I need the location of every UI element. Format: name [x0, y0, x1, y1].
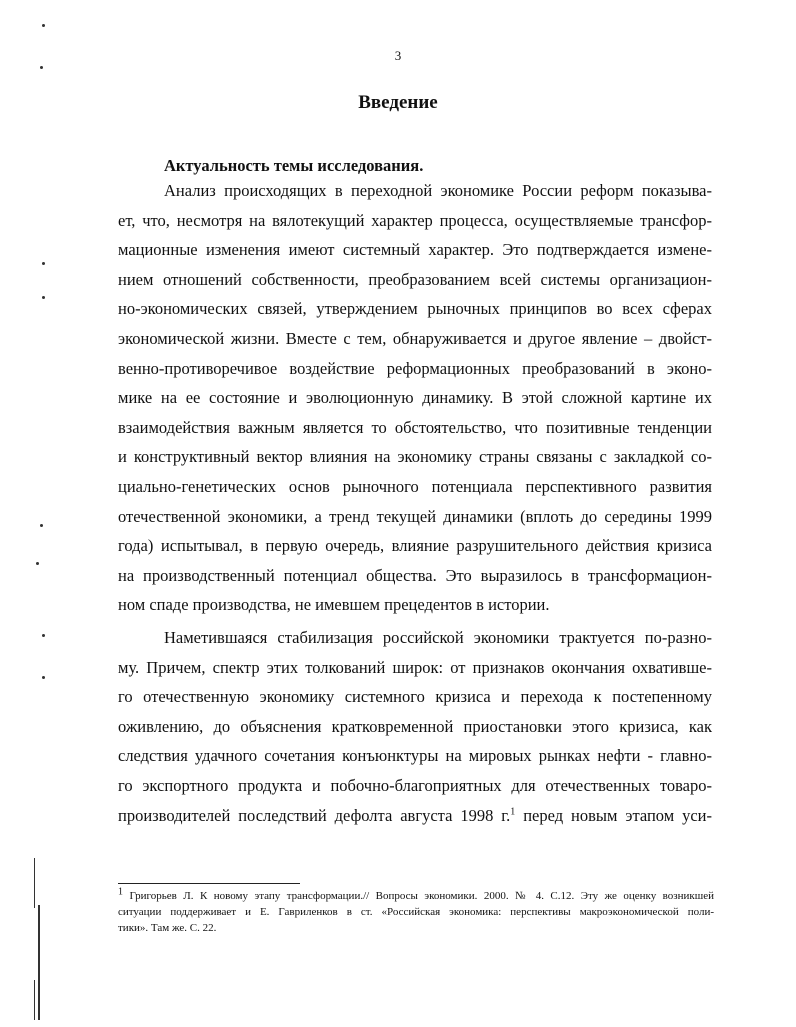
text-line: венно-противоречивое воздействие реформационных преобразований в эконо- [118, 358, 712, 378]
text-line: циально-генетических основ рыночного потенциала перспективного развития [118, 476, 712, 496]
paragraph-1 [118, 176, 712, 620]
scan-edge-line [34, 858, 35, 908]
scan-speck [42, 634, 45, 637]
text-line: года) испытывал, в первую очередь, влияние разрушительного действия кризиса [118, 536, 712, 556]
scan-speck [40, 524, 43, 527]
text-line: следствия удачного сочетания конъюнктуры на мировых рынках нефти - главно- [118, 746, 712, 766]
scan-speck [40, 66, 43, 69]
text-fragment: перед новым этапом уси- [515, 805, 712, 825]
text-fragment: производителей последствий дефолта августа 1998 г. [118, 805, 511, 825]
text-line: му. Причем, спектр этих толкований широк: от признаков окончания охвативше- [118, 657, 712, 677]
scan-margin-marks [30, 0, 50, 1027]
text-line: нием отношений собственности, преобразованием всей системы организацион- [118, 269, 712, 289]
scan-speck [42, 24, 45, 27]
footnote [118, 888, 714, 936]
footnote-divider [118, 883, 300, 884]
footnote-marker: 1 [118, 886, 123, 898]
text-line: го экспортного продукта и побочно-благоприятных для отечественных товаро- [118, 775, 712, 795]
text-line: го отечественную экономику системного кризиса и перехода к постепенному [118, 687, 712, 707]
scan-speck [42, 262, 45, 265]
text-line: Наметившаяся стабилизация российской экономики трактуется по-разно- [164, 628, 712, 647]
footnote-line [118, 888, 714, 904]
text-line: ет, что, несмотря на вялотекущий характер процесса, осуществляемые трансфор- [118, 210, 712, 230]
section-heading: Актуальность темы исследования. [164, 156, 424, 175]
scan-edge-line [34, 980, 35, 1020]
scan-speck [36, 562, 39, 565]
page-number: 3 [394, 48, 402, 63]
text-line: взаимодействия важным является то обстоятельство, что позитивные тенденции [118, 417, 712, 437]
footnote-reference[interactable]: 1 [510, 806, 516, 818]
text-line-with-footnote-ref [118, 801, 712, 831]
scan-edge-line [38, 905, 40, 1020]
text-line: на производственный потенциал общества. Это выразилось в трансформацион- [118, 565, 712, 585]
text-line: мике на ее состояние и эволюционную динамику. В этой сложной картине их [118, 388, 712, 408]
scan-speck [42, 296, 45, 299]
paragraph-2 [118, 623, 712, 830]
footnote-line: ситуации поддерживает и Е. Гавриленков в ст. «Российская экономика: перспективы макроэкономической поли- [118, 906, 714, 918]
page-title: Введение [358, 92, 438, 113]
footnote-text: Григорьев Л. К новому этапу трансформации.// Вопросы экономики. 2000. № 4. С.12. Эту же оценку возникшей [123, 890, 714, 902]
text-line: экономической жизни. Вместе с тем, обнаруживается и другое явление – двойст- [118, 328, 712, 348]
text-line: мационные изменения имеют системный характер. Это подтверждается измене- [118, 240, 712, 260]
text-line: но-экономических связей, утверждением рыночных принципов во всех сферах [118, 299, 712, 319]
text-line: ном спаде производства, не имевшем прецедентов в истории. [118, 595, 550, 615]
scan-speck [42, 676, 45, 679]
text-line: Анализ происходящих в переходной экономике России реформ показыва- [164, 181, 712, 200]
footnote-line: тики». Там же. С. 22. [118, 922, 217, 934]
text-line: и конструктивный вектор влияния на экономику страны связаны с закладкой со- [118, 447, 712, 467]
text-line: оживлению, до объяснения кратковременной приостановки этого кризиса, как [118, 716, 712, 736]
text-line: отечественной экономики, а тренд текущей динамики (вплоть до середины 1999 [118, 506, 712, 526]
